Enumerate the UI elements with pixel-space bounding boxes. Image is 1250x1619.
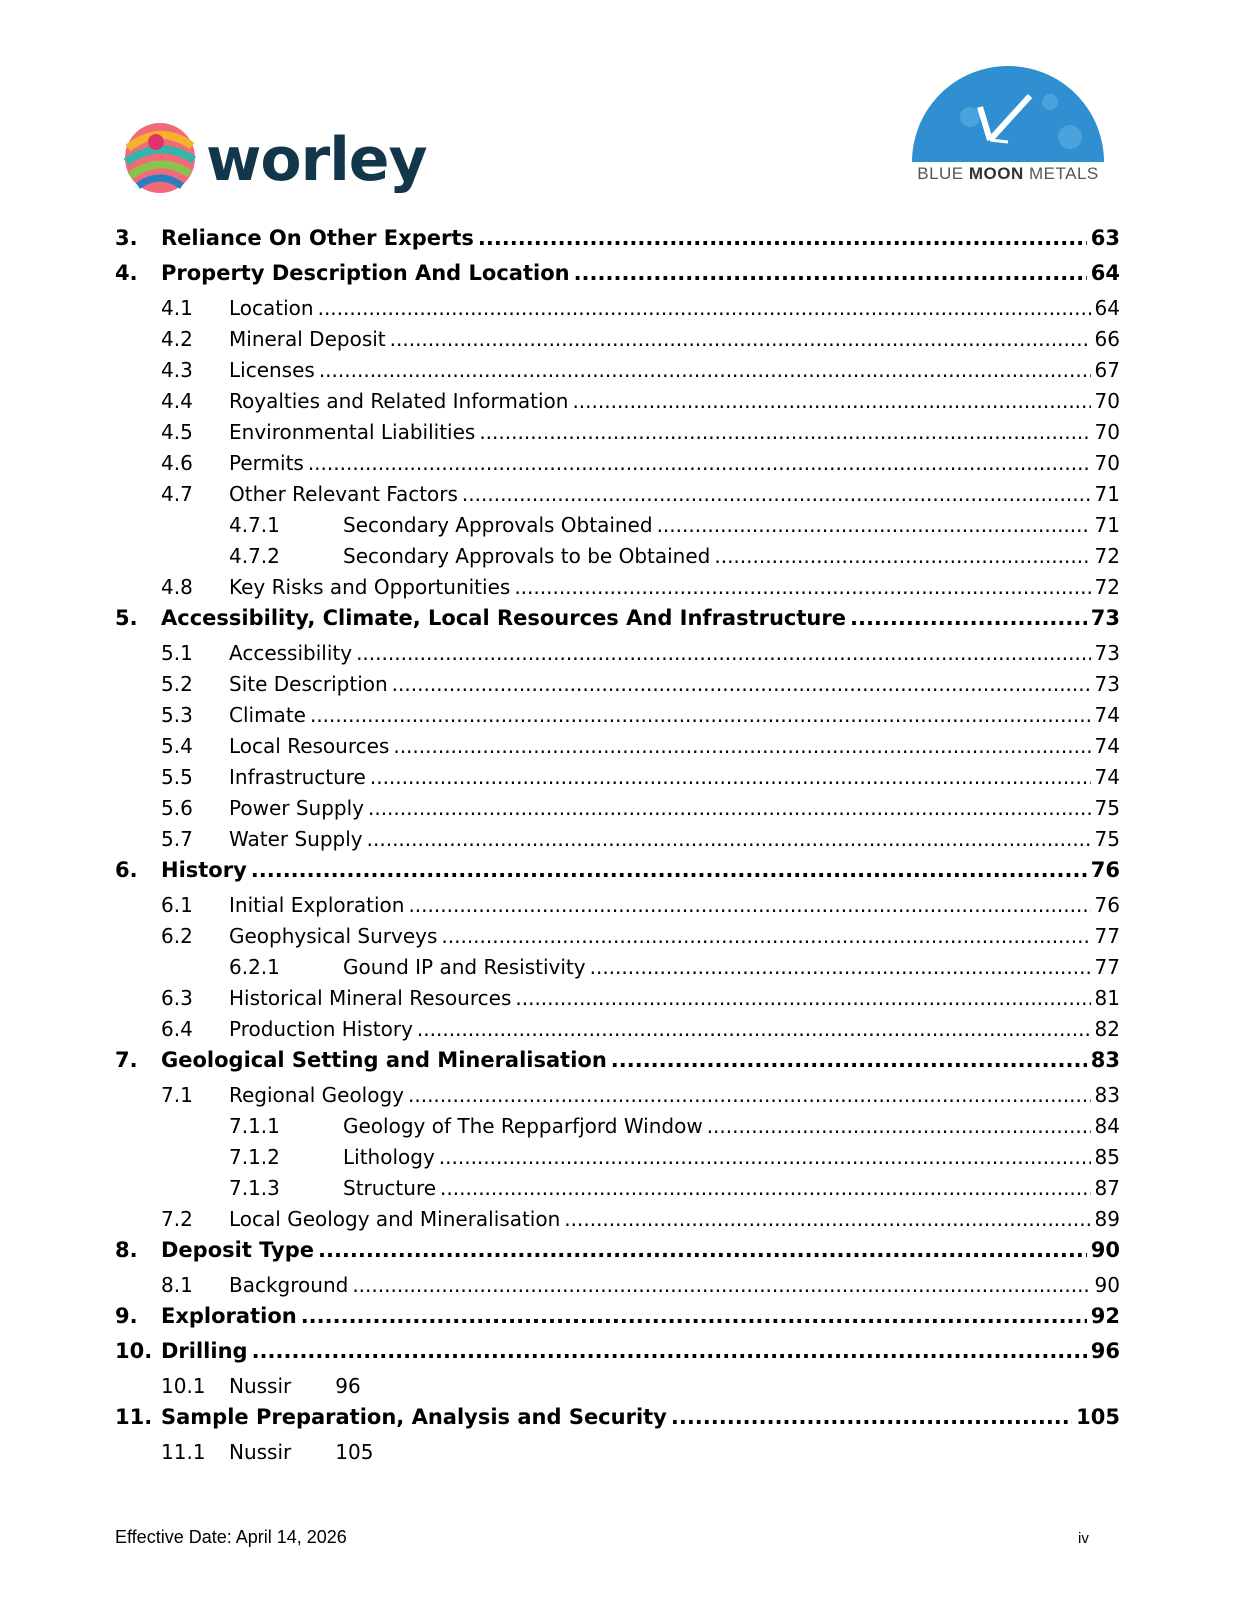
toc-entry-page: 72 — [1094, 544, 1120, 568]
toc-entry[interactable] — [115, 858, 1120, 893]
blue-moon-metals-wordmark: BLUE MOON METALS — [917, 164, 1099, 183]
toc-entry-title: Infrastructure — [229, 765, 366, 789]
toc-entry[interactable] — [115, 1207, 1120, 1238]
toc-entry-title: Royalties and Related Information — [229, 389, 569, 413]
toc-entry-page: 77 — [1094, 924, 1120, 948]
toc-entry-page: 63 — [1090, 226, 1120, 250]
toc-dot-leader — [439, 1145, 1091, 1169]
toc-dot-leader — [308, 451, 1091, 475]
toc-entry[interactable] — [115, 451, 1120, 482]
toc-entry-number: 9. — [115, 1304, 138, 1328]
toc-entry[interactable] — [115, 420, 1120, 451]
toc-entry[interactable] — [115, 389, 1120, 420]
toc-dot-leader — [370, 765, 1091, 789]
toc-entry[interactable] — [115, 672, 1120, 703]
toc-entry-page: 76 — [1094, 893, 1120, 917]
toc-entry-page: 84 — [1094, 1114, 1120, 1138]
toc-entry-page: 72 — [1094, 575, 1120, 599]
toc-entry[interactable] — [115, 1017, 1120, 1048]
toc-entry[interactable] — [115, 765, 1120, 796]
toc-entry[interactable] — [115, 1176, 1120, 1207]
toc-entry-number: 6.2 — [161, 924, 193, 948]
toc-entry-title: Production History — [229, 1017, 413, 1041]
toc-entry-title: Lithology — [343, 1145, 435, 1169]
toc-entry-number: 5. — [115, 606, 138, 630]
toc-entry[interactable] — [115, 1114, 1120, 1145]
toc-entry-page: 83 — [1094, 1083, 1120, 1107]
toc-entry-number: 5.5 — [161, 765, 193, 789]
toc-entry-title: Deposit Type — [161, 1238, 314, 1262]
toc-dot-leader — [515, 986, 1090, 1010]
toc-dot-leader — [440, 1176, 1091, 1200]
toc-entry-number: 4.5 — [161, 420, 193, 444]
toc-entry-number: 4.7 — [161, 482, 193, 506]
toc-entry-number: 8.1 — [161, 1273, 193, 1297]
toc-entry[interactable] — [115, 1083, 1120, 1114]
toc-entry-number: 8. — [115, 1238, 138, 1262]
toc-dot-leader — [367, 827, 1091, 851]
toc-entry-title: Secondary Approvals Obtained — [343, 513, 653, 537]
toc-entry-number: 7.2 — [161, 1207, 193, 1231]
toc-dot-leader — [850, 606, 1087, 630]
toc-dot-leader — [478, 226, 1087, 250]
toc-entry-page: 64 — [1090, 261, 1120, 285]
toc-entry-title: Climate — [229, 703, 306, 727]
toc-entry-title: Geophysical Surveys — [229, 924, 438, 948]
toc-entry-number: 6.3 — [161, 986, 193, 1010]
toc-entry-number: 6.1 — [161, 893, 193, 917]
table-of-contents — [115, 226, 1120, 1471]
toc-entry-title: Nussir — [229, 1440, 292, 1464]
toc-entry-title: Accessibility, Climate, Local Resources And Infrastructure — [161, 606, 846, 630]
toc-entry-number: 10.1 — [161, 1374, 206, 1398]
toc-entry-number: 7. — [115, 1048, 138, 1072]
toc-entry-title: Exploration — [161, 1304, 297, 1328]
toc-dot-leader — [356, 641, 1090, 665]
toc-entry-page: 90 — [1094, 1273, 1120, 1297]
toc-entry-page: 70 — [1094, 451, 1120, 475]
toc-entry[interactable] — [115, 1304, 1120, 1339]
toc-dot-leader — [408, 1083, 1091, 1107]
toc-entry-title: Key Risks and Opportunities — [229, 575, 511, 599]
toc-entry-title: Sample Preparation, Analysis and Security — [161, 1405, 667, 1429]
toc-entry-page: 76 — [1090, 858, 1120, 882]
toc-entry-page: 75 — [1094, 827, 1120, 851]
toc-dot-leader — [479, 420, 1090, 444]
toc-entry-number: 3. — [115, 226, 138, 250]
toc-entry-title: Initial Exploration — [229, 893, 405, 917]
toc-entry-number: 11.1 — [161, 1440, 206, 1464]
toc-dot-leader — [441, 924, 1090, 948]
toc-entry-page: 92 — [1090, 1304, 1120, 1328]
toc-entry-number: 4.1 — [161, 296, 193, 320]
toc-dot-leader — [318, 1238, 1087, 1262]
toc-entry-page: 64 — [1094, 296, 1120, 320]
toc-entry-page: 85 — [1094, 1145, 1120, 1169]
toc-entry-page: 66 — [1094, 327, 1120, 351]
toc-entry-title: History — [161, 858, 247, 882]
toc-entry-title: Secondary Approvals to be Obtained — [343, 544, 711, 568]
toc-dot-leader — [564, 1207, 1090, 1231]
toc-entry[interactable] — [115, 575, 1120, 606]
toc-dot-leader — [707, 1114, 1091, 1138]
toc-entry-number: 4.2 — [161, 327, 193, 351]
toc-entry-title: Environmental Liabilities — [229, 420, 476, 444]
toc-entry-number: 4.8 — [161, 575, 193, 599]
toc-dot-leader — [310, 703, 1091, 727]
toc-entry-page: 71 — [1094, 482, 1120, 506]
toc-entry-number: 7.1 — [161, 1083, 193, 1107]
toc-entry-title: Permits — [229, 451, 304, 475]
toc-entry[interactable] — [115, 827, 1120, 858]
toc-entry[interactable] — [115, 261, 1120, 296]
toc-dot-leader — [393, 734, 1090, 758]
toc-entry[interactable] — [115, 327, 1120, 358]
worley-swirl-icon — [120, 118, 200, 198]
toc-entry-page: 96 — [335, 1374, 361, 1398]
toc-entry-title: Structure — [343, 1176, 437, 1200]
toc-entry[interactable] — [115, 1048, 1120, 1083]
toc-entry[interactable] — [115, 1238, 1120, 1273]
worley-logo — [120, 118, 440, 204]
toc-dot-leader — [572, 389, 1090, 413]
toc-entry-page: 96 — [1090, 1339, 1120, 1363]
toc-dot-leader — [714, 544, 1090, 568]
toc-entry-number: 6.2.1 — [229, 955, 280, 979]
toc-entry[interactable] — [115, 924, 1120, 955]
toc-entry-number: 4. — [115, 261, 138, 285]
toc-entry-title: Local Geology and Mineralisation — [229, 1207, 561, 1231]
toc-entry-number: 4.7.1 — [229, 513, 280, 537]
toc-entry-page: 87 — [1094, 1176, 1120, 1200]
toc-entry[interactable] — [115, 796, 1120, 827]
toc-dot-leader — [514, 575, 1090, 599]
toc-entry-page: 71 — [1094, 513, 1120, 537]
toc-entry-number: 4.6 — [161, 451, 193, 475]
toc-entry-title: Reliance On Other Experts — [161, 226, 474, 250]
toc-entry-title: Drilling — [161, 1339, 248, 1363]
toc-entry-title: Background — [229, 1273, 349, 1297]
toc-entry-number: 6. — [115, 858, 138, 882]
toc-entry-number: 4.4 — [161, 389, 193, 413]
toc-dot-leader — [657, 513, 1091, 537]
toc-entry[interactable] — [115, 955, 1120, 986]
blue-moon-metals-logo — [910, 62, 1110, 192]
toc-dot-leader — [252, 1339, 1087, 1363]
toc-entry-title: Historical Mineral Resources — [229, 986, 512, 1010]
toc-entry-title: Accessibility — [229, 641, 353, 665]
toc-entry-title: Licenses — [229, 358, 315, 382]
toc-entry[interactable] — [115, 482, 1120, 513]
toc-entry[interactable] — [115, 296, 1120, 327]
toc-dot-leader — [251, 858, 1087, 882]
toc-entry-page: 105 — [335, 1440, 374, 1464]
toc-entry-number: 7.1.2 — [229, 1145, 280, 1169]
toc-entry-title: Gound IP and Resistivity — [343, 955, 586, 979]
toc-entry[interactable] — [115, 641, 1120, 672]
toc-entry-number: 5.1 — [161, 641, 193, 665]
toc-dot-leader — [417, 1017, 1091, 1041]
toc-entry[interactable] — [115, 893, 1120, 924]
toc-entry-page: 74 — [1094, 734, 1120, 758]
toc-dot-leader — [319, 358, 1091, 382]
toc-entry-title: Geological Setting and Mineralisation — [161, 1048, 607, 1072]
moon-clock-icon — [910, 62, 1106, 162]
toc-entry[interactable] — [115, 1273, 1120, 1304]
toc-dot-leader — [590, 955, 1091, 979]
toc-entry[interactable] — [115, 1339, 1120, 1374]
toc-entry[interactable] — [115, 226, 1120, 261]
toc-dot-leader — [611, 1048, 1087, 1072]
toc-dot-leader — [574, 261, 1087, 285]
toc-entry[interactable] — [115, 1145, 1120, 1176]
toc-entry-title: Other Relevant Factors — [229, 482, 458, 506]
toc-dot-leader — [408, 893, 1090, 917]
toc-entry-number: 6.4 — [161, 1017, 193, 1041]
toc-dot-leader — [671, 1405, 1072, 1429]
toc-dot-leader — [390, 327, 1091, 351]
toc-entry-number: 5.4 — [161, 734, 193, 758]
toc-entry[interactable] — [115, 544, 1120, 575]
toc-entry-number: 5.6 — [161, 796, 193, 820]
toc-entry-page: 70 — [1094, 389, 1120, 413]
toc-dot-leader — [392, 672, 1091, 696]
toc-entry-page: 73 — [1094, 641, 1120, 665]
toc-entry-page: 75 — [1094, 796, 1120, 820]
worley-wordmark: worley — [206, 125, 427, 195]
toc-dot-leader — [368, 796, 1091, 820]
toc-entry-number: 4.3 — [161, 358, 193, 382]
toc-entry-title: Nussir — [229, 1374, 292, 1398]
toc-dot-leader — [318, 296, 1091, 320]
toc-entry-number: 7.1.1 — [229, 1114, 280, 1138]
toc-entry-number: 5.7 — [161, 827, 193, 851]
toc-entry-page: 90 — [1090, 1238, 1120, 1262]
toc-entry-page: 77 — [1094, 955, 1120, 979]
toc-entry-title: Geology of The Repparfjord Window — [343, 1114, 703, 1138]
toc-dot-leader — [352, 1273, 1090, 1297]
toc-entry-page: 73 — [1090, 606, 1120, 630]
toc-entry[interactable] — [115, 734, 1120, 765]
toc-entry-page: 70 — [1094, 420, 1120, 444]
toc-entry[interactable] — [115, 1405, 1120, 1440]
toc-entry-page: 83 — [1090, 1048, 1120, 1072]
toc-entry-number: 10. — [115, 1339, 153, 1363]
toc-entry-page: 81 — [1094, 986, 1120, 1010]
toc-entry-number: 5.2 — [161, 672, 193, 696]
toc-entry-number: 5.3 — [161, 703, 193, 727]
toc-entry-title: Property Description And Location — [161, 261, 570, 285]
toc-entry[interactable] — [115, 703, 1120, 734]
page-number: iv — [1078, 1530, 1089, 1547]
toc-entry[interactable] — [115, 606, 1120, 641]
toc-entry-number: 11. — [115, 1405, 153, 1429]
toc-dot-leader — [462, 482, 1091, 506]
toc-entry-title: Regional Geology — [229, 1083, 404, 1107]
toc-dot-leader — [301, 1304, 1087, 1328]
toc-entry-number: 4.7.2 — [229, 544, 280, 568]
effective-date: Effective Date: April 14, 2026 — [115, 1527, 347, 1547]
toc-entry-page: 89 — [1094, 1207, 1120, 1231]
toc-entry-page: 73 — [1094, 672, 1120, 696]
toc-entry-number: 7.1.3 — [229, 1176, 280, 1200]
toc-entry-page: 67 — [1094, 358, 1120, 382]
toc-entry-title: Power Supply — [229, 796, 364, 820]
toc-entry-title: Location — [229, 296, 314, 320]
toc-entry-page: 74 — [1094, 703, 1120, 727]
toc-entry-title: Mineral Deposit — [229, 327, 386, 351]
toc-entry[interactable] — [115, 986, 1120, 1017]
toc-entry-page: 82 — [1094, 1017, 1120, 1041]
toc-entry[interactable] — [115, 1440, 1120, 1471]
toc-entry-title: Site Description — [229, 672, 388, 696]
toc-entry[interactable] — [115, 358, 1120, 389]
toc-entry[interactable] — [115, 1374, 1120, 1405]
toc-entry-page: 74 — [1094, 765, 1120, 789]
toc-entry-title: Water Supply — [229, 827, 363, 851]
toc-entry-page: 105 — [1076, 1405, 1120, 1429]
toc-entry[interactable] — [115, 513, 1120, 544]
toc-entry-title: Local Resources — [229, 734, 390, 758]
